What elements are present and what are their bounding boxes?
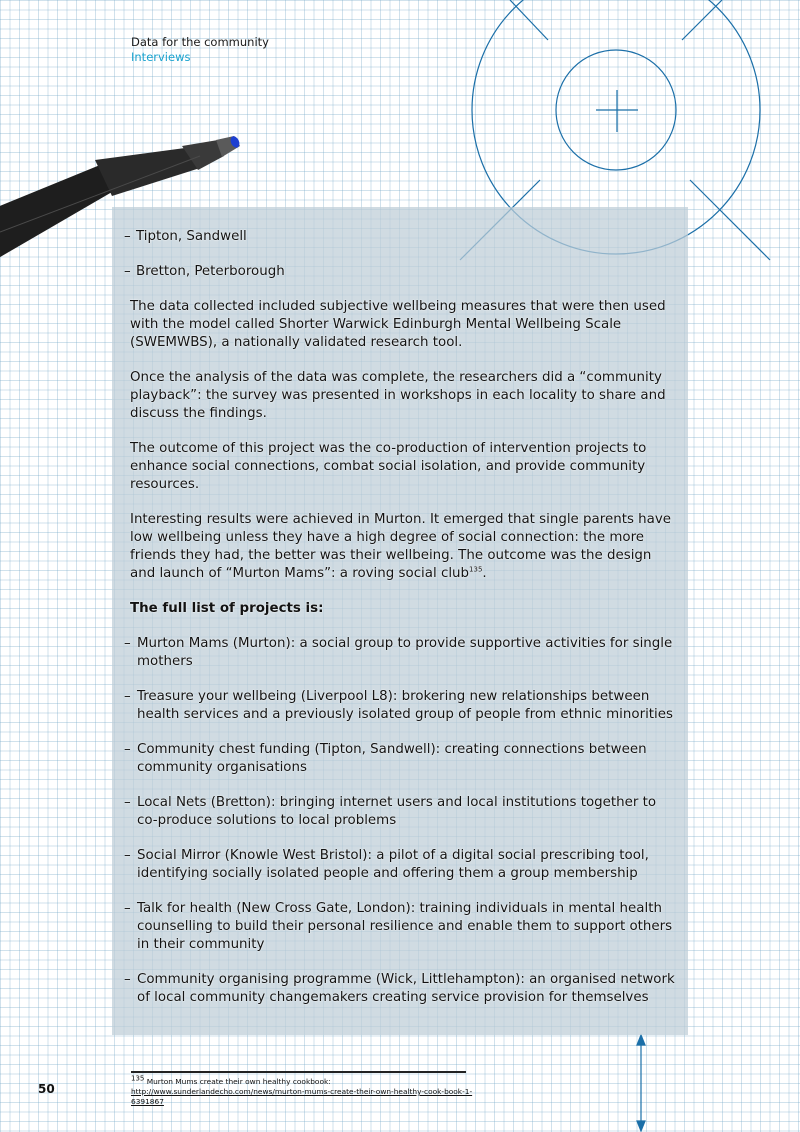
paragraph-murton: Interesting results were achieved in Murton. It emerged that single parents have low wellbeing unless they have a high degree of social connection: the more friends they had, the better was their wellbeing. The outcome was the design and launch of “Murton Mams”: a roving social club$^{135}$.: [130, 512, 672, 581]
paragraph: The outcome of this project was the co-production of intervention projects to enhance social connections, combat social isolation, and provide community resources.: [130, 441, 647, 492]
page-number: 50: [38, 1082, 55, 1096]
double-arrow-icon: [637, 1035, 645, 1131]
intro-item: – Bretton, Peterborough: [124, 264, 285, 279]
project-item: – Community chest funding (Tipton, Sandwell): creating connections between community organisations: [124, 742, 647, 775]
paragraph: The data collected included subjective wellbeing measures that were then used with the model called Shorter Warwick Edinburgh Mental Wellbeing Scale (SWEMWBS), a nationally validated research tool.: [130, 299, 666, 350]
project-item: – Talk for health (New Cross Gate, London): training individuals in mental health counselling to build their personal resilience and enable them to support others in their community: [124, 901, 673, 952]
project-item: – Community organising programme (Wick, Littlehampton): an organised network of local community changemakers creating service provision for themselves: [124, 972, 675, 1005]
footnote-divider: [131, 1071, 466, 1073]
section-title: Data for the community: [131, 35, 269, 49]
footnote: [131, 1074, 491, 1107]
intro-item: – Tipton, Sandwell: [124, 229, 247, 244]
project-item: – Local Nets (Bretton): bringing internet users and local institutions together to co-produce solutions to local problems: [124, 795, 657, 828]
subsection-title: Interviews: [131, 50, 191, 64]
footnote-number: 135: [131, 1074, 145, 1083]
project-item: – Treasure your wellbeing (Liverpool L8): brokering new relationships between health services and a previously isolated group of people from ethnic minorities: [124, 689, 673, 722]
footnote-ref[interactable]: 135: [469, 565, 483, 574]
project-item: – Murton Mams (Murton): a social group to provide supportive activities for single mothers: [124, 636, 673, 669]
footnote-link[interactable]: http://www.sunderlandecho.com/news/murton-mums-create-their-own-healthy-cook-book-1-6391867: [131, 1087, 473, 1106]
diag-top-right: [682, 0, 722, 40]
project-item: – Social Mirror (Knowle West Bristol): a pilot of a digital social prescribing tool, identifying socially isolated people and offering them a group membership: [124, 848, 649, 881]
diag-bottom-right: [690, 180, 770, 260]
main-content: [124, 228, 675, 1024]
paragraph: Once the analysis of the data was complete, the researchers did a “community playback”: the survey was presented in workshops in each locality to share and discuss the findings.: [130, 370, 666, 421]
page-header: [131, 35, 269, 65]
list-heading: The full list of projects is:: [130, 601, 324, 616]
diag-top-left: [510, 0, 548, 40]
footnote-text: Murton Mums create their own healthy cookbook:: [146, 1077, 331, 1086]
